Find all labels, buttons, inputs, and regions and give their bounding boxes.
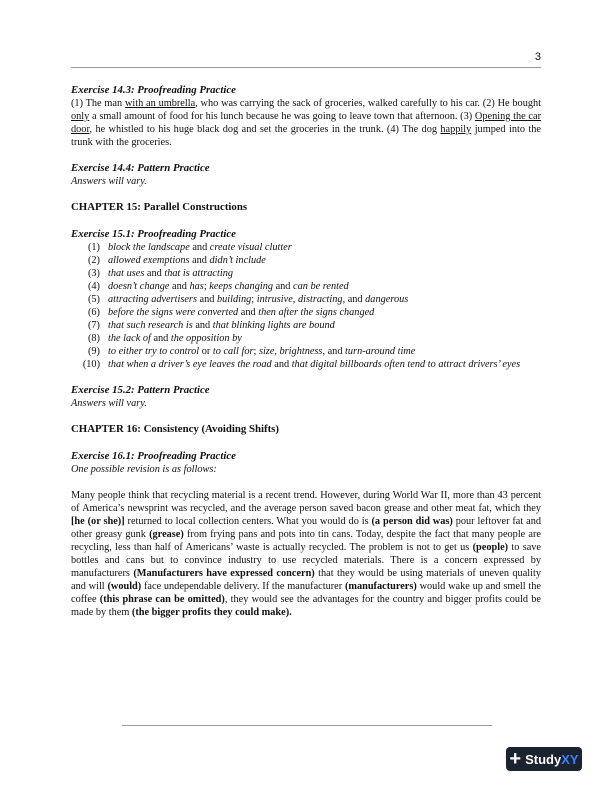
bold-revision: (people) (472, 542, 509, 553)
text-run: , who was carrying the sack of groceries, walked carefully to his car. (2) He bought (195, 98, 542, 109)
bold-revision: (grease) (149, 529, 184, 540)
item-number: (3) (87, 268, 100, 279)
list-item (71, 345, 541, 358)
text-run: , and (322, 346, 346, 357)
italic-phrase: doesn’t change (108, 281, 170, 292)
italic-phrase: has (189, 281, 204, 292)
text-run: , (292, 294, 298, 305)
text-run: a small amount of food for his lunch because he was going to leave town that afternoon. (3) (89, 111, 475, 122)
text-run: , and (342, 294, 366, 305)
bold-revision: (the bigger profits they could make). (131, 607, 292, 618)
chapter-15-heading: CHAPTER 15: Parallel Constructions (71, 201, 248, 213)
studyxy-badge[interactable] (506, 747, 582, 771)
item-number: (5) (87, 294, 100, 305)
text-run: and (273, 281, 294, 292)
text-run: returned to local collection centers. What you would do is (124, 516, 372, 527)
bold-revision: (manufacturers) (344, 581, 417, 592)
text-run: Many people think that recycling material is a recent trend. However, during World War II, more than 43 percent of America’s newsprint was recycled, and the average person saved bacon grease and other meat fat, which they (71, 490, 541, 514)
italic-phrase: create visual clutter (209, 242, 292, 253)
exercise-16-1-text (71, 489, 541, 619)
bold-revision: (would) (107, 581, 142, 592)
item-text (104, 306, 541, 319)
list-item (71, 267, 541, 280)
item-text (104, 319, 541, 332)
italic-phrase: to call for (212, 346, 254, 357)
item-text (104, 345, 541, 358)
list-item (71, 293, 541, 306)
footer-rule (122, 725, 492, 726)
italic-phrase: dangerous (365, 294, 409, 305)
italic-phrase: the lack of (108, 333, 151, 344)
list-item (71, 306, 541, 319)
exercise-15-2-heading: Exercise 15.2: Pattern Practice (71, 384, 210, 396)
text-run: would wake up and smell the coffee (71, 581, 541, 605)
bold-revision: (a person did was) (371, 516, 453, 527)
italic-phrase: that when a driver’s eye leaves the road (108, 359, 272, 370)
list-item (71, 254, 541, 267)
exercise-14-3-text (71, 97, 541, 149)
italic-phrase: turn-around time (345, 346, 416, 357)
exercise-14-3-heading: Exercise 14.3: Proofreading Practice (71, 84, 236, 96)
bold-revision: (Manufacturers have expressed concern) (133, 568, 315, 579)
list-item (71, 358, 541, 371)
text-run: jumped into the trunk with the groceries. (71, 124, 541, 148)
underlined-phrase: Opening the car door (71, 111, 541, 135)
header-rule (71, 67, 541, 68)
text-run: and (169, 281, 190, 292)
underlined-phrase: only (71, 111, 90, 122)
exercise-15-2-note: Answers will vary. (71, 398, 147, 409)
italic-phrase: block the landscape (108, 242, 190, 253)
italic-phrase: size, brightness (258, 346, 323, 357)
italic-phrase: before the signs were converted (108, 307, 239, 318)
exercise-16-1-intro: One possible revision is as follows: (71, 464, 217, 475)
italic-phrase: attracting advertisers (108, 294, 197, 305)
text-run: and (238, 307, 259, 318)
text-run: and (192, 320, 213, 331)
item-text (104, 332, 541, 345)
italic-phrase: distracting (297, 294, 343, 305)
exercise-15-1-list (71, 241, 541, 371)
list-item (71, 332, 541, 345)
italic-phrase: allowed exemptions (108, 255, 190, 266)
item-number: (7) (87, 320, 100, 331)
italic-phrase: can be rented (293, 281, 349, 292)
italic-phrase: then after the signs changed (258, 307, 375, 318)
text-run: (1) The man (71, 98, 125, 109)
item-number: (6) (87, 307, 100, 318)
italic-phrase: didn’t include (209, 255, 266, 266)
text-run: and (144, 268, 165, 279)
text-run: face undependable delivery. If the manufacturer (141, 581, 345, 592)
page-number: 3 (534, 51, 541, 63)
item-text (104, 293, 541, 306)
item-number: (8) (87, 333, 100, 344)
italic-phrase: keeps changing (209, 281, 274, 292)
item-text (104, 358, 541, 371)
item-text (104, 280, 541, 293)
underlined-phrase: happily (440, 124, 472, 135)
text-run: and (189, 255, 210, 266)
text-run: pour leftover fat and other greasy gunk (71, 516, 541, 540)
item-number: (9) (87, 346, 100, 357)
plus-icon: + (509, 748, 522, 770)
item-text (104, 267, 541, 280)
list-item (71, 319, 541, 332)
bold-revision: [he (or she)] (71, 516, 125, 527)
underlined-phrase: with an umbrella (124, 98, 196, 109)
item-number: (2) (87, 255, 100, 266)
text-run: ; (253, 346, 259, 357)
text-run: and (150, 333, 171, 344)
item-text (104, 241, 541, 254)
chapter-16-heading: CHAPTER 16: Consistency (Avoiding Shifts) (71, 423, 279, 435)
italic-phrase: that such research is (108, 320, 193, 331)
exercise-14-4-heading: Exercise 14.4: Pattern Practice (71, 162, 210, 174)
text-run: and (271, 359, 292, 370)
italic-phrase: to either try to control (108, 346, 200, 357)
text-run: ; (203, 281, 210, 292)
italic-phrase: that is attracting (164, 268, 233, 279)
italic-phrase: the opposition by (170, 333, 242, 344)
bold-revision: (this phrase can be omitted) (99, 594, 225, 605)
page-content (71, 84, 541, 619)
text-run: and (196, 294, 217, 305)
item-number: (10) (82, 359, 100, 370)
item-number: (1) (87, 242, 100, 253)
exercise-14-4-note: Answers will vary. (71, 176, 147, 187)
italic-phrase: intrusive (256, 294, 293, 305)
item-text (104, 254, 541, 267)
exercise-15-1-heading: Exercise 15.1: Proofreading Practice (71, 228, 236, 240)
text-run: that they would be using materials of uneven quality and will (71, 568, 542, 592)
text-run: from frying pans and pots into tin cans. Today, despite the fact that many people are recycling, less than half of Americans’ waste is actually recycled. The problem is not to get us (71, 529, 541, 553)
text-run: or (199, 346, 213, 357)
text-run: to save bottles and cans but to convince industry to use recycled materials. There is a concern expressed by manufacturers (71, 542, 541, 579)
item-number: (4) (87, 281, 100, 292)
studyxy-logo-text: StudyXY (525, 751, 579, 767)
italic-phrase: that digital billboards often tend to attract drivers’ eyes (291, 359, 521, 370)
italic-phrase: building (216, 294, 252, 305)
text-run: and (189, 242, 210, 253)
text-run: , he whistled to his huge black dog and set the groceries in the trunk. (4) The dog (89, 124, 441, 135)
text-run: ; (251, 294, 257, 305)
italic-phrase: that blinking lights are bound (212, 320, 335, 331)
italic-phrase: that uses (108, 268, 145, 279)
list-item (71, 241, 541, 254)
text-run: , they would see the advantages for the country and bigger profits could be made by them (71, 594, 542, 618)
list-item (71, 280, 541, 293)
exercise-16-1-heading: Exercise 16.1: Proofreading Practice (71, 450, 236, 462)
